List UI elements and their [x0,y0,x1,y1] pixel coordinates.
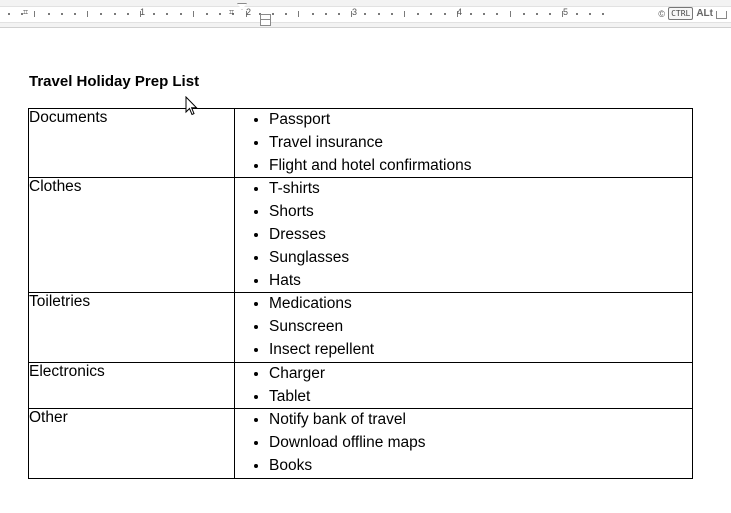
ruler-number: 4 [457,7,463,17]
ruler-tick [417,13,419,15]
ruler-tick [576,13,578,15]
items-cell[interactable] [235,293,693,362]
table-row [29,409,693,478]
ruler-tick [180,13,182,15]
ruler-tick [100,13,102,15]
ruler-tick [430,13,432,15]
items-cell[interactable] [235,178,693,293]
ruler-tick [8,13,10,15]
item-list [235,293,692,361]
ruler-tick [34,11,35,17]
ruler-tick [378,13,380,15]
ruler-right-markers [658,7,727,20]
list-item: • Charger [269,363,692,386]
list-item: • Passport [269,109,692,132]
list-item: • Sunglasses [269,247,692,270]
table-row [29,362,693,409]
ruler-tick [391,13,393,15]
ruler-tick [364,13,366,15]
list-item: • Tablet [269,386,692,409]
ruler-tick [166,13,168,15]
ruler-tick [87,11,88,17]
item-list [235,363,692,409]
table-row [29,293,693,362]
table-row [29,109,693,178]
list-item: • Download offline maps [269,432,692,455]
category-cell[interactable]: Other [29,409,235,478]
ruler-tick [114,13,116,15]
document-heading: Travel Holiday Prep List [29,73,200,90]
ruler-tick [338,13,340,15]
list-item: • Books [269,455,692,478]
hanging-indent-icon[interactable] [260,14,271,26]
item-list [235,178,692,292]
ruler-tick [536,13,538,15]
ruler-tick [444,13,446,15]
list-item: • Shorts [269,201,692,224]
items-cell[interactable] [235,109,693,178]
ctrl-badge: CTRL [668,7,693,20]
list-item: • T-shirts [269,178,692,201]
ruler-tick [153,13,155,15]
ruler-tick [127,13,129,15]
mouse-pointer-icon [185,96,199,116]
ruler-number: 3 [352,7,358,17]
ruler-tick [602,13,604,15]
ruler-tick [193,11,194,17]
ruler-tick [219,13,221,15]
horizontal-ruler[interactable] [0,0,731,28]
alt-indicator: ALt [696,8,713,19]
item-list [235,409,692,477]
list-item: • Medications [269,293,692,316]
ruler-tick [589,13,591,15]
category-cell[interactable]: Electronics [29,362,235,409]
right-indent-icon[interactable] [716,11,727,19]
ruler-number: 1 [140,7,146,17]
list-item: • Flight and hotel confirmations [269,155,692,178]
ruler-tick [298,11,299,17]
list-item: • Dresses [269,224,692,247]
ruler-number: 5 [563,7,569,17]
items-cell[interactable] [235,409,693,478]
category-cell[interactable]: Clothes [29,178,235,293]
ruler-tick [285,13,287,15]
ruler-tick [523,13,525,15]
ruler-tick [325,13,327,15]
list-item: • Insect repellent [269,339,692,362]
list-item: • Hats [269,270,692,293]
ruler-tick [483,13,485,15]
ruler-tick [206,13,208,15]
table-row [29,178,693,293]
ruler-tick [61,13,63,15]
ruler-tick [74,13,76,15]
ruler-tick [549,13,551,15]
category-cell[interactable]: Documents [29,109,235,178]
list-item: • Sunscreen [269,316,692,339]
ruler-tick [510,11,511,17]
list-item: • Notify bank of travel [269,409,692,432]
ruler-tick [272,13,274,15]
ruler-symbol: © [658,8,666,19]
ruler-tick [404,11,405,17]
ruler-number: 2 [246,7,252,17]
items-cell[interactable] [235,362,693,409]
ruler-tick [312,13,314,15]
ruler-tick [496,13,498,15]
prep-list-table [28,108,693,479]
table-column-marker-icon[interactable]: ⌗ [23,7,29,17]
table-column-marker-icon[interactable]: ⌗ [229,7,235,17]
list-item: • Travel insurance [269,132,692,155]
ruler-tick [470,13,472,15]
item-list [235,109,692,177]
ruler-tick [48,13,50,15]
category-cell[interactable]: Toiletries [29,293,235,362]
